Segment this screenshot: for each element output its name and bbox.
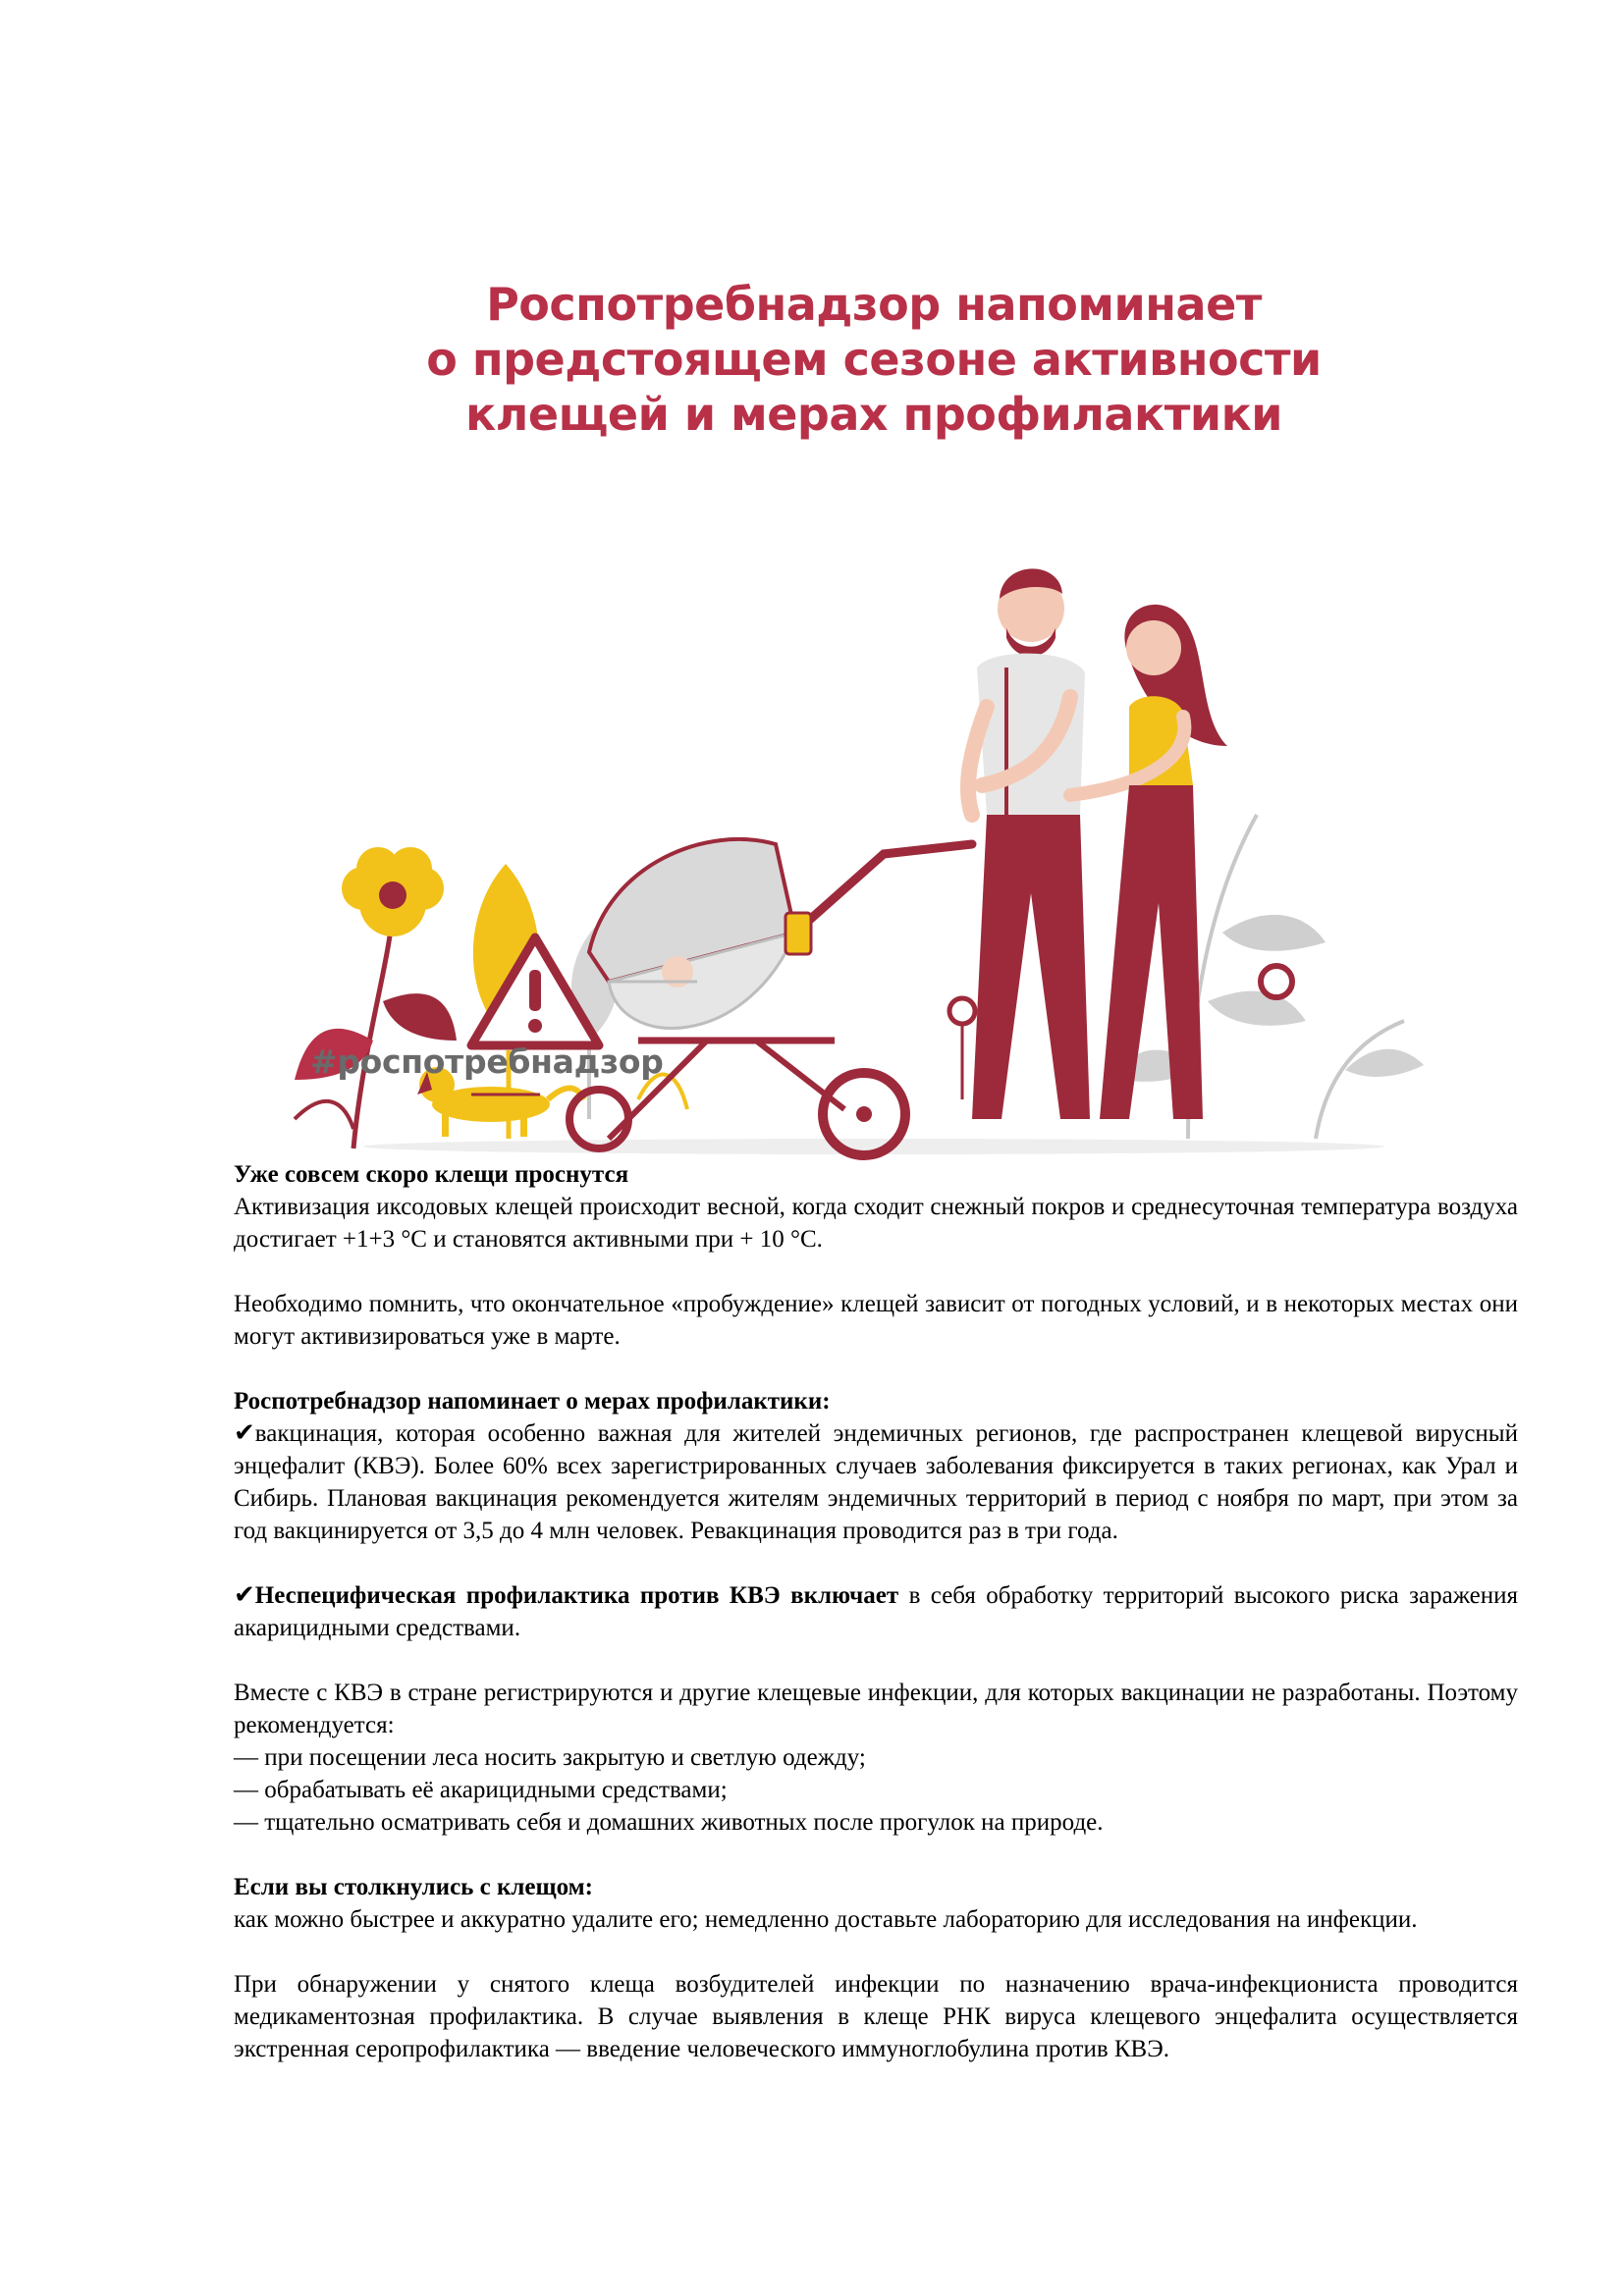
nonspecific-bold: Неспецифическая профилактика против КВЭ включает bbox=[254, 1582, 899, 1609]
banner-title-line: о предстоящем сезоне активности bbox=[426, 333, 1322, 386]
woman-icon bbox=[1070, 605, 1227, 1119]
heading-prevention: Роспотребнадзор напоминает о мерах профилактики: bbox=[234, 1388, 831, 1415]
paragraph-remove-tick: как можно быстрее и аккуратно удалите его; немедленно доставьте лабораторию для исследования на инфекции. bbox=[234, 1906, 1418, 1933]
paragraph-activation: Активизация иксодовых клещей происходит весной, когда сходит снежный покров и среднесуточная температура воздуха достигает +1+3 °С и становятся активными при + 10 °С. bbox=[234, 1194, 1518, 1253]
banner-title-line: Роспотребнадзор напоминает bbox=[486, 278, 1262, 331]
family-walk-illustration bbox=[285, 491, 1463, 1198]
paragraph-awakening: Необходимо помнить, что окончательное «пробуждение» клещей зависит от погодных условий, и в некоторых местах они могут активизироваться уже в марте. bbox=[234, 1291, 1518, 1350]
paragraph-vaccination bbox=[234, 1417, 1518, 1547]
man-icon bbox=[968, 568, 1090, 1119]
heading-tick-encounter: Если вы столкнулись с клещом: bbox=[234, 1874, 594, 1900]
checkmark-icon: ✔ bbox=[234, 1418, 255, 1448]
paragraph-nonspecific bbox=[234, 1579, 1518, 1644]
stroller-icon bbox=[569, 839, 972, 1155]
checkmark-icon: ✔ bbox=[234, 1580, 255, 1610]
vaccination-text: вакцинация, которая особенно важная для жителей эндемичных регионов, где распространен клещевой вирусный энцефалит (КВЭ). Более 60% всех зарегистрированных случаев заболевания фиксируется в таких регионах, как Урал и Сибирь. Плановая вакцинация рекомендуется жителям эндемичных территорий в период с ноября по март, при этом за год вакцинируется от 3,5 до 4 млн человек. Ревакцинация проводится раз в три года. bbox=[234, 1420, 1518, 1544]
article bbox=[234, 1158, 1518, 2065]
nonspecific-text: в себя обработку территорий высокого риска заражения акарицидными средствами. bbox=[234, 1582, 1519, 1641]
banner-title bbox=[285, 277, 1463, 442]
paragraph-treatment: При обнаружении у снятого клеща возбудителей инфекции по назначению врача-инфекциониста проводится медикаментозная профилактика. В случае выявления в клеще РНК вируса клещевого энцефалита осуществляется экстренная серопрофилактика — введение человеческого иммуноглобулина против КВЭ. bbox=[234, 1971, 1518, 2062]
banner bbox=[285, 245, 1463, 1109]
list-item: — тщательно осматривать себя и домашних животных после прогулок на природе. bbox=[234, 1809, 1104, 1836]
banner-title-line: клещей и мерах профилактики bbox=[464, 388, 1283, 441]
heading-ticks-waking: Уже совсем скоро клещи проснутся bbox=[234, 1161, 629, 1188]
list-item: — обрабатывать её акарицидными средствами; bbox=[234, 1777, 728, 1803]
list-item: — при посещении леса носить закрытую и светлую одежду; bbox=[234, 1744, 866, 1771]
hashtag: #роспотребнадзор bbox=[310, 1042, 664, 1081]
paragraph-other-infections: Вместе с КВЭ в стране регистрируются и другие клещевые инфекции, для которых вакцинации не разработаны. Поэтому рекомендуется: bbox=[234, 1680, 1518, 1738]
